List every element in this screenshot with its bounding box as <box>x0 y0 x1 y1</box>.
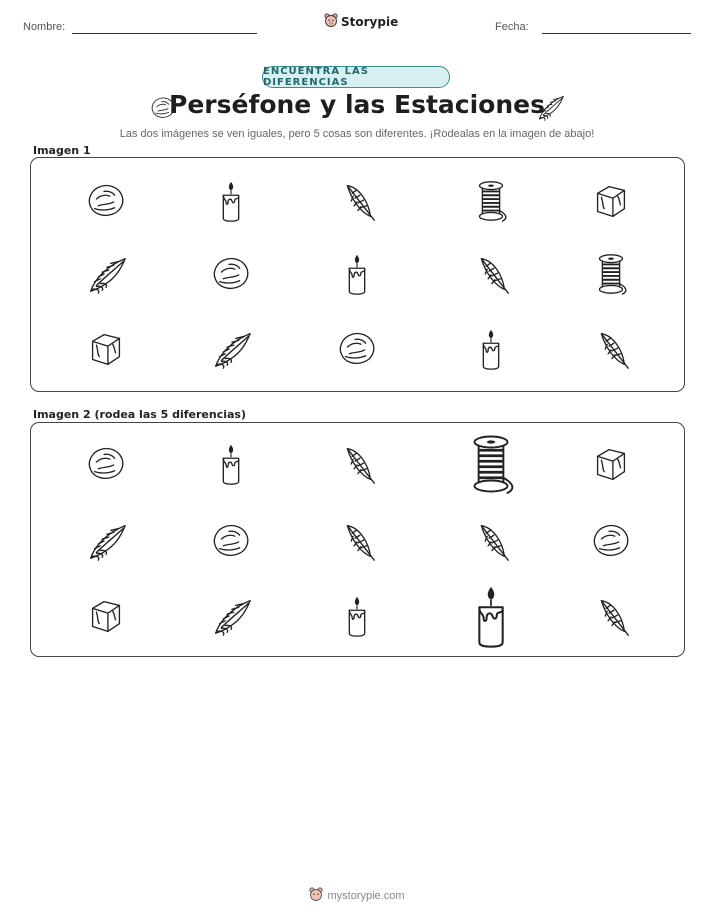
instructions: Las dos imágenes se ven iguales, pero 5 cosas son diferentes. ¡Rodealas en la imagen de abajo! <box>119 128 595 140</box>
thread-spool-icon[interactable] <box>468 178 514 224</box>
wing-icon[interactable] <box>208 593 254 639</box>
brand-name: Storypie <box>341 15 399 29</box>
footer-url: mystorypie.com <box>327 890 405 902</box>
rock-icon[interactable] <box>83 441 129 487</box>
feather-icon[interactable] <box>468 251 514 297</box>
activity-badge: ENCUENTRA LAS DIFERENCIAS <box>262 66 450 88</box>
ice-cube-icon[interactable] <box>588 178 634 224</box>
rock-icon[interactable] <box>208 251 254 297</box>
image1-label: Imagen 1 <box>33 144 91 157</box>
feather-icon[interactable] <box>468 518 514 564</box>
wing-icon <box>534 91 566 128</box>
name-line[interactable] <box>72 33 257 34</box>
image2-label: Imagen 2 (rodea las 5 diferencias) <box>33 408 247 421</box>
bear-icon <box>324 13 338 31</box>
name-label: Nombre: <box>23 21 66 33</box>
thread-spool-icon[interactable] <box>588 251 634 297</box>
footer <box>0 887 714 905</box>
candle-icon[interactable] <box>468 326 514 372</box>
image2-panel[interactable] <box>30 422 685 657</box>
feather-icon[interactable] <box>334 178 380 224</box>
candle-icon[interactable] <box>334 251 380 297</box>
rock-icon[interactable] <box>588 518 634 564</box>
date-line[interactable] <box>542 33 691 34</box>
candle-icon[interactable] <box>456 581 526 651</box>
ice-cube-icon[interactable] <box>83 593 129 639</box>
wing-icon[interactable] <box>83 518 129 564</box>
brand-logo <box>324 13 398 31</box>
candle-icon[interactable] <box>334 593 380 639</box>
bear-icon <box>309 887 323 905</box>
rock-icon[interactable] <box>334 326 380 372</box>
feather-icon[interactable] <box>588 593 634 639</box>
page-title: Perséfone y las Estaciones <box>169 90 545 119</box>
candle-icon[interactable] <box>208 441 254 487</box>
wing-icon[interactable] <box>83 251 129 297</box>
ice-cube-icon[interactable] <box>83 326 129 372</box>
thread-spool-icon[interactable] <box>458 431 524 497</box>
rock-icon[interactable] <box>208 518 254 564</box>
ice-cube-icon[interactable] <box>588 441 634 487</box>
feather-icon[interactable] <box>588 326 634 372</box>
feather-icon[interactable] <box>334 441 380 487</box>
image1-panel[interactable] <box>30 157 685 392</box>
rock-icon[interactable] <box>83 178 129 224</box>
candle-icon[interactable] <box>208 178 254 224</box>
date-label: Fecha: <box>495 21 529 33</box>
wing-icon[interactable] <box>208 326 254 372</box>
feather-icon[interactable] <box>334 518 380 564</box>
